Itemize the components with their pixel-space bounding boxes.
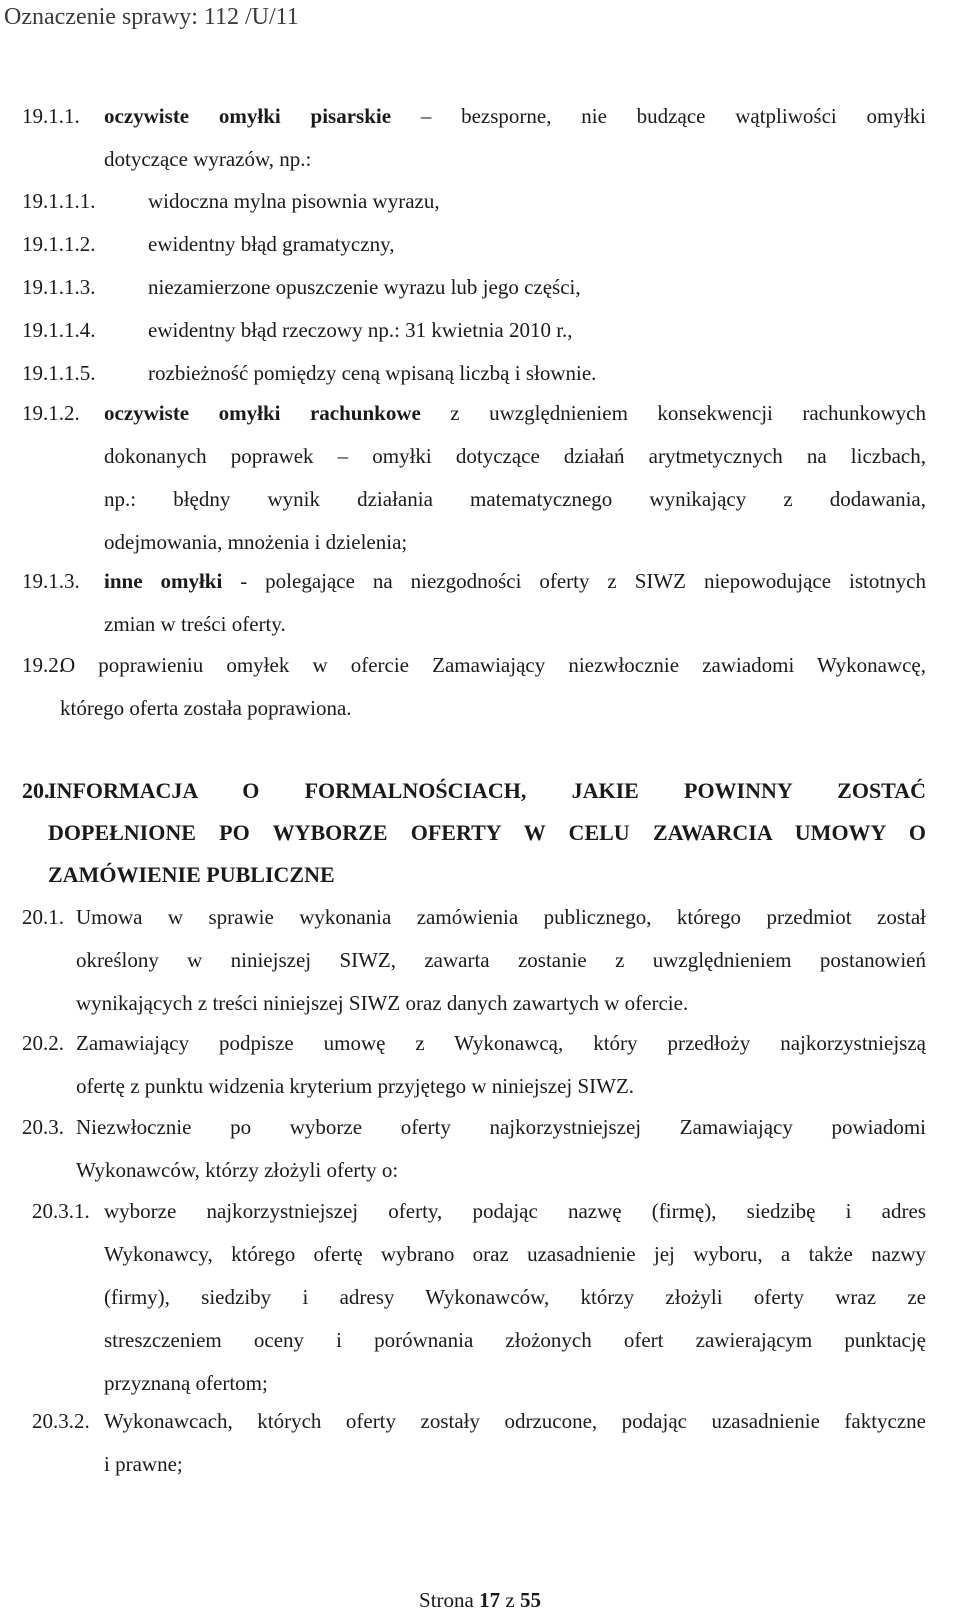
page-number: 17 — [479, 1588, 501, 1612]
section-number: 20.3.1. — [32, 1199, 90, 1223]
section-number: 19.1.1. — [22, 104, 80, 128]
section-line: (firmy), siedziby i adresy Wykonawców, którzy złożyli oferty wraz ze — [104, 1285, 926, 1309]
section-number: 20.1. — [22, 905, 64, 929]
section-text: O poprawieniu omyłek w ofercie Zamawiający niezwłocznie zawiadomi Wykonawcę, — [60, 653, 926, 677]
section-text: – bezsporne, nie budzące wątpliwości omyłki — [391, 104, 927, 128]
section-line: i prawne; — [104, 1452, 183, 1476]
section-number: 19.1.3. — [22, 569, 80, 593]
section-line: przyznaną ofertom; — [104, 1371, 268, 1395]
section-number: 20.3.2. — [32, 1409, 90, 1433]
item-number: 19.1.1.1. — [22, 189, 96, 213]
section-line — [22, 560, 926, 603]
document-header: Oznaczenie sprawy: 112 /U/11 — [4, 4, 299, 30]
item-text: niezamierzone opuszczenie wyrazu lub jego części, — [148, 275, 581, 299]
bold-term: oczywiste omyłki pisarskie — [104, 104, 392, 128]
section-line: wynikających z treści niniejszej SIWZ oraz danych zawartych w ofercie. — [76, 991, 689, 1015]
section-text: Wykonawcach, których oferty zostały odrzucone, podając uzasadnienie faktyczne — [104, 1409, 926, 1433]
section-19-1-3 — [22, 560, 926, 646]
section-line: dotyczące wyrazów, np.: — [104, 147, 312, 171]
section-number: 20.2. — [22, 1031, 64, 1055]
page-footer — [0, 1588, 960, 1613]
section-line — [22, 95, 926, 138]
section-line — [32, 1400, 926, 1443]
section-19-2 — [22, 644, 926, 730]
section-line: którego oferta została poprawiona. — [60, 696, 352, 720]
item-number: 19.1.1.3. — [22, 275, 96, 299]
section-20-3 — [22, 1106, 926, 1192]
section-line: określony w niniejszej SIWZ, zawarta zostanie z uwzględnieniem postanowień — [76, 948, 926, 972]
heading-text: ZAMÓWIENIE PUBLICZNE — [48, 862, 335, 887]
section-line: zmian w treści oferty. — [104, 612, 286, 636]
section-number: 20. — [22, 778, 50, 803]
section-line — [22, 1022, 926, 1065]
footer-prefix: Strona — [419, 1588, 480, 1612]
sublist-19-1-1 — [22, 180, 926, 395]
section-text: z uwzględnieniem konsekwencji rachunkowych — [420, 401, 926, 425]
section-text: Zamawiający podpisze umowę z Wykonawcą, który przedłoży najkorzystniejszą — [76, 1031, 926, 1055]
heading-line — [22, 854, 926, 896]
section-number: 19.2. — [22, 653, 64, 677]
section-line: odejmowania, mnożenia i dzielenia; — [104, 530, 408, 554]
section-20-2 — [22, 1022, 926, 1108]
section-line: Wykonawcy, którego ofertę wybrano oraz uzasadnienie jej wyboru, a także nazwy — [104, 1242, 926, 1266]
list-item — [22, 266, 926, 309]
item-number: 19.1.1.5. — [22, 361, 96, 385]
list-item — [22, 223, 926, 266]
item-text: ewidentny błąd gramatyczny, — [148, 232, 395, 256]
list-item — [22, 309, 926, 352]
list-item — [22, 180, 926, 223]
item-number: 19.1.1.4. — [22, 318, 96, 342]
heading-text: DOPEŁNIONE PO WYBORZE OFERTY W CELU ZAWARCIA UMOWY O — [48, 820, 926, 845]
section-line — [32, 1190, 926, 1233]
section-line — [22, 896, 926, 939]
bold-term: oczywiste omyłki rachunkowe — [104, 401, 421, 425]
section-line: ofertę z punktu widzenia kryterium przyjętego w niniejszej SIWZ. — [76, 1074, 635, 1098]
section-number: 20.3. — [22, 1115, 64, 1139]
heading-text: INFORMACJA O FORMALNOŚCIACH, JAKIE POWINNY ZOSTAĆ — [48, 778, 926, 803]
page-total: 55 — [519, 1588, 541, 1612]
list-item — [22, 352, 926, 395]
section-line: Wykonawców, którzy złożyli oferty o: — [76, 1158, 399, 1182]
section-text: - polegające na niezgodności oferty z SIWZ niepowodujące istotnych — [222, 569, 926, 593]
bold-term: inne omyłki — [104, 569, 223, 593]
footer-mid: z — [500, 1588, 520, 1612]
section-line: streszczeniem oceny i porównania złożonych ofert zawierającym punktację — [104, 1328, 926, 1352]
heading-line — [22, 770, 926, 812]
section-19-1-1 — [22, 95, 926, 181]
section-20-3-2 — [32, 1400, 926, 1486]
section-text: Niezwłocznie po wyborze oferty najkorzystniejszej Zamawiający powiadomi — [76, 1115, 926, 1139]
section-line — [22, 644, 926, 687]
section-text: wyborze najkorzystniejszej oferty, podając nazwę (firmę), siedzibę i adres — [104, 1199, 926, 1223]
section-number: 19.1.2. — [22, 401, 80, 425]
section-20-1 — [22, 896, 926, 1025]
section-line — [22, 1106, 926, 1149]
heading-line — [22, 812, 926, 854]
section-line — [22, 392, 926, 435]
section-20-3-1 — [32, 1190, 926, 1405]
section-19-1-2 — [22, 392, 926, 564]
section-20-heading — [22, 770, 926, 896]
section-line: dokonanych poprawek – omyłki dotyczące działań arytmetycznych na liczbach, — [104, 444, 926, 468]
item-text: rozbieżność pomiędzy ceną wpisaną liczbą i słownie. — [148, 361, 597, 385]
section-line: np.: błędny wynik działania matematycznego wynikający z dodawania, — [104, 487, 926, 511]
section-text: Umowa w sprawie wykonania zamówienia publicznego, którego przedmiot został — [76, 905, 926, 929]
item-text: widoczna mylna pisownia wyrazu, — [148, 189, 440, 213]
item-text: ewidentny błąd rzeczowy np.: 31 kwietnia 2010 r., — [148, 318, 573, 342]
item-number: 19.1.1.2. — [22, 232, 96, 256]
